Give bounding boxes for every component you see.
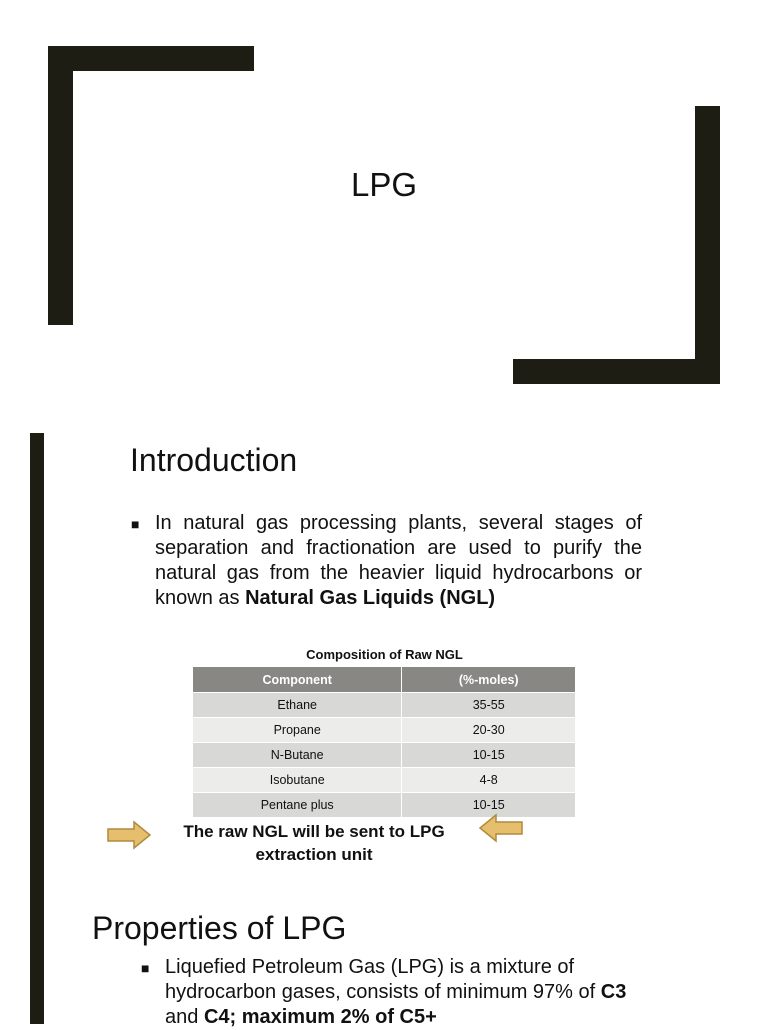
properties-bullet — [141, 955, 641, 1030]
left-arrow-icon — [478, 813, 524, 843]
left-accent-bar — [30, 433, 44, 1024]
bottom-right-bracket-horizontal — [513, 359, 720, 384]
ngl-callout-text: The raw NGL will be sent to LPG extraction unit — [183, 822, 445, 864]
ngl-composition-table — [193, 667, 576, 817]
top-left-bracket-horizontal — [48, 46, 254, 71]
introduction-bullet — [131, 511, 642, 611]
table-cell-value: 35-55 — [402, 693, 576, 718]
table-row — [193, 768, 576, 793]
square-bullet-icon: ■ — [131, 516, 140, 532]
properties-heading: Properties of LPG — [92, 910, 347, 946]
square-bullet-icon: ■ — [141, 960, 150, 976]
table-row — [193, 693, 576, 718]
table-header-moles: (%-moles) — [402, 667, 576, 693]
bullet-text: Liquefied Petroleum Gas (LPG) is a mixture of hydrocarbon gases, consists of minimum 97% of C3 and C4; maximum 2% of C5+ — [165, 956, 627, 1028]
introduction-heading: Introduction — [130, 442, 298, 478]
table-header-component: Component — [193, 667, 402, 693]
table-caption: Composition of Raw NGL — [306, 647, 463, 662]
table-row — [193, 718, 576, 743]
slide-title: LPG — [350, 166, 418, 203]
bullet-text: In natural gas processing plants, several stages of separation and fractionation are used to purify the natural gas from the heavier liquid hydrocarbons or known as Natural Gas Liquids (NGL) — [155, 512, 642, 609]
table-cell-component: Propane — [193, 718, 402, 743]
table-cell-component: Ethane — [193, 693, 402, 718]
table-cell-value: 4-8 — [402, 768, 576, 793]
right-arrow-icon — [106, 820, 152, 850]
table-cell-component: N-Butane — [193, 743, 402, 768]
bottom-right-bracket-vertical — [695, 106, 720, 384]
table-cell-value: 20-30 — [402, 718, 576, 743]
table-cell-component: Pentane plus — [193, 793, 402, 818]
table-row — [193, 743, 576, 768]
table-cell-value: 10-15 — [402, 743, 576, 768]
table-cell-component: Isobutane — [193, 768, 402, 793]
table-cell-value: 10-15 — [402, 793, 576, 818]
